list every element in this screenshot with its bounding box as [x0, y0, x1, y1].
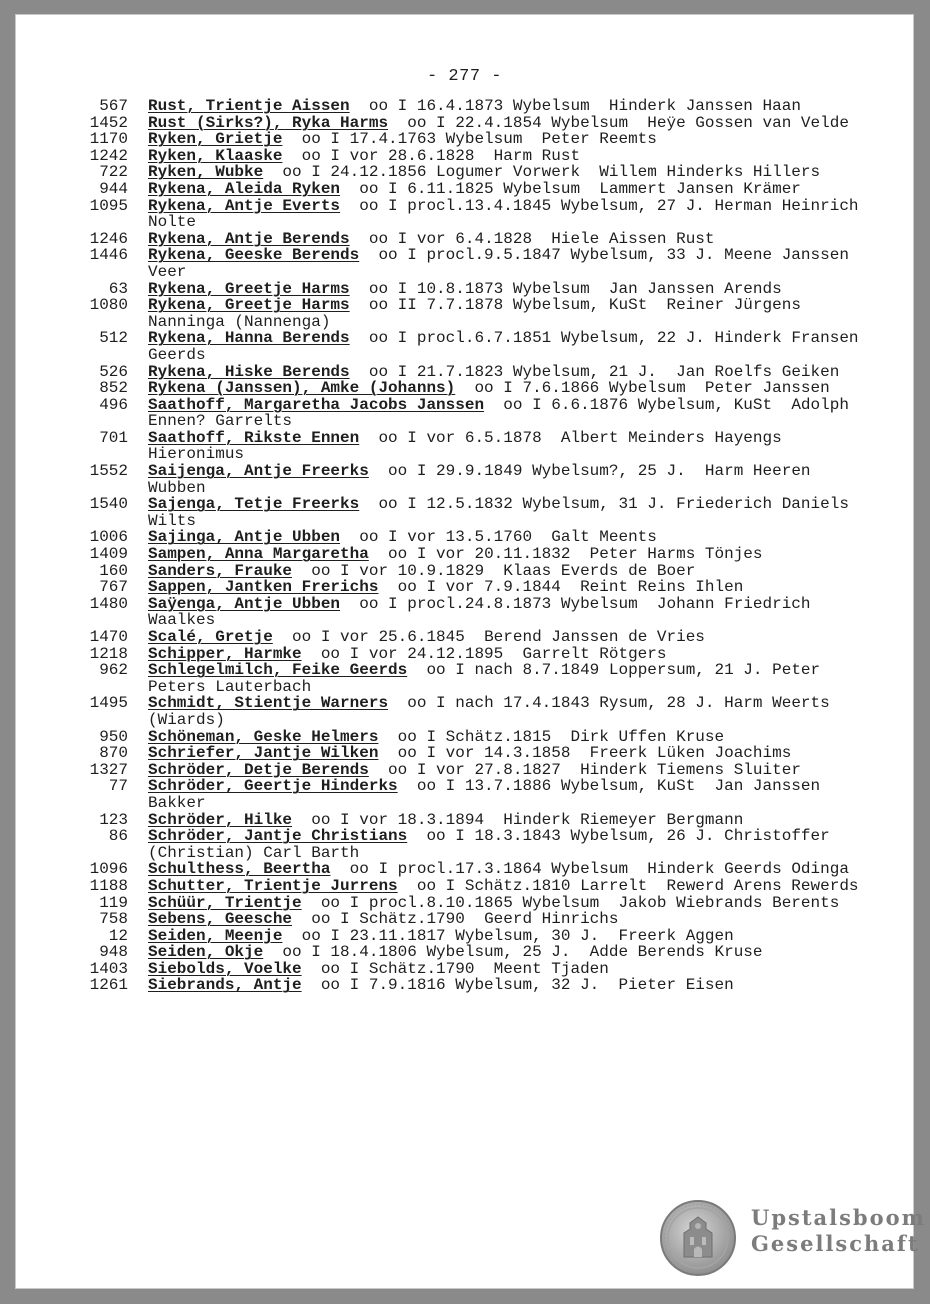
entry-number: 1261	[89, 976, 128, 995]
document-page	[15, 14, 926, 1289]
entry-body	[148, 98, 895, 115]
list-item	[15, 546, 895, 563]
entry-number: 12	[108, 926, 128, 945]
entry-name: Rykena, Antje Everts	[148, 196, 341, 215]
entry-body	[148, 164, 895, 181]
entry-name: Saÿenga, Antje Ubben	[148, 594, 341, 613]
entry-name: Rykena, Aleida Ryken	[148, 179, 341, 198]
list-item	[15, 928, 895, 945]
list-item	[15, 330, 895, 363]
entry-body	[148, 579, 895, 596]
list-item	[15, 778, 895, 811]
entry-number: 119	[99, 893, 128, 912]
entry-details: oo I 7.9.1816 Wybelsum, 32 J. Pieter Eisen	[320, 976, 734, 995]
entry-name: Schutter, Trientje Jurrens	[148, 876, 398, 895]
entry-name: Schriefer, Jantje Wilken	[148, 744, 379, 763]
entry-details: oo I vor 25.6.1845 Berend Janssen de Vries	[292, 628, 705, 646]
entry-details: oo I Schätz.1815 Dirk Uffen Kruse	[397, 727, 725, 746]
entry-details: oo I procl.17.3.1864 Wybelsum Hinderk Geerds Odinga	[349, 860, 849, 879]
entry-body	[148, 496, 895, 529]
entry-details: oo I vor 14.3.1858 Freerk Lüken Joachims	[397, 744, 792, 763]
entry-body	[148, 861, 895, 878]
entry-name: Siebrands, Antje	[148, 976, 302, 995]
list-item	[15, 164, 895, 181]
list-item	[15, 115, 895, 132]
entry-number: 1470	[89, 628, 128, 646]
entry-name: Schüür, Trientje	[148, 893, 302, 912]
entry-number: 1480	[89, 594, 128, 613]
entry-details: oo I Schätz.1790 Meent Tjaden	[320, 959, 609, 978]
entry-name: Sappen, Jantken Frerichs	[148, 578, 379, 597]
entry-number: 1495	[89, 694, 128, 713]
entry-name: Seiden, Meenje	[148, 926, 283, 945]
entry-details: oo II 7.7.1878 Wybelsum, KuSt Reiner Jürgens Nanninga (Nannenga)	[148, 296, 811, 331]
entry-number: 1403	[89, 959, 128, 978]
entry-name: Sebens, Geesche	[148, 910, 293, 929]
entry-name: Rykena, Hiske Berends	[148, 362, 350, 381]
entry-number: 1096	[89, 860, 128, 879]
list-item	[15, 231, 895, 248]
entry-details: oo I Schätz.1790 Geerd Hinrichs	[311, 910, 619, 929]
entry-number: 86	[108, 827, 128, 846]
entry-name: Ryken, Klaaske	[148, 146, 283, 165]
entry-details: oo I vor 27.8.1827 Hinderk Tiemens Sluiter	[388, 760, 801, 779]
seal-icon	[659, 1199, 737, 1277]
entry-number: 63	[108, 279, 128, 298]
entry-body	[148, 364, 895, 381]
entry-name: Siebolds, Voelke	[148, 959, 302, 978]
entry-body	[148, 247, 895, 280]
entry-details: oo I vor 13.5.1760 Galt Meents	[359, 528, 657, 547]
list-item	[15, 563, 895, 580]
entry-name: Rykena, Hanna Berends	[148, 329, 350, 348]
entry-body	[148, 762, 895, 779]
entry-body	[148, 563, 895, 580]
entry-details: oo I procl.24.8.1873 Wybelsum Johann Friedrich Waalkes	[148, 594, 821, 630]
list-item	[15, 98, 895, 115]
entry-number: 1218	[89, 644, 128, 663]
entry-number: 1095	[89, 196, 128, 215]
entry-body	[148, 778, 895, 811]
entry-details: oo I 6.6.1876 Wybelsum, KuSt Adolph Ennen? Garrelts	[148, 395, 859, 431]
list-item	[15, 181, 895, 198]
list-item	[15, 629, 895, 646]
list-item	[15, 762, 895, 779]
entry-name: Schlegelmilch, Feike Geerds	[148, 661, 408, 680]
entry-details: oo I 18.4.1806 Wybelsum, 25 J. Adde Berends Kruse	[282, 943, 763, 962]
entry-number: 1452	[89, 113, 128, 132]
entry-number: 1246	[89, 229, 128, 248]
society-logo	[659, 1199, 926, 1279]
list-item	[15, 397, 895, 430]
entry-details: oo I Schätz.1810 Larrelt Rewerd Arens Rewerds	[416, 876, 859, 895]
entry-body	[148, 430, 895, 463]
entry-name: Scalé, Gretje	[148, 628, 273, 646]
entry-name: Rykena, Greetje Harms	[148, 296, 350, 315]
entry-number: 870	[99, 744, 128, 763]
entry-number: 948	[99, 943, 128, 962]
entry-body	[148, 812, 895, 829]
list-item	[15, 148, 895, 165]
entry-number: 496	[99, 395, 128, 414]
entry-body	[148, 944, 895, 961]
entry-number: 512	[99, 329, 128, 348]
entry-body	[148, 911, 895, 928]
entry-number: 1409	[89, 545, 128, 564]
entry-number: 852	[99, 379, 128, 398]
entry-details: oo I 7.6.1866 Wybelsum Peter Janssen	[474, 379, 830, 398]
entry-details: oo I vor 6.4.1828 Hiele Aissen Rust	[368, 229, 715, 248]
entry-body	[148, 131, 895, 148]
list-item	[15, 529, 895, 546]
entry-name: Rykena, Antje Berends	[148, 229, 350, 248]
entry-list	[15, 98, 895, 994]
list-item	[15, 944, 895, 961]
list-item	[15, 878, 895, 895]
entry-body	[148, 828, 895, 861]
entry-body	[148, 596, 895, 629]
entry-name: Rykena, Greetje Harms	[148, 279, 350, 298]
entry-body	[148, 695, 895, 728]
entry-body	[148, 878, 895, 895]
entry-number: 160	[99, 561, 128, 580]
entry-details: oo I procl.8.10.1865 Wybelsum Jakob Wiebrands Berents	[320, 893, 840, 912]
entry-body	[148, 148, 895, 165]
list-item	[15, 579, 895, 596]
entry-name: Schulthess, Beertha	[148, 860, 331, 879]
entry-number: 1552	[89, 462, 128, 481]
entry-details: oo I 24.12.1856 Logumer Vorwerk Willem Hinderks Hillers	[282, 163, 821, 182]
entry-name: Rust (Sirks?), Ryka Harms	[148, 113, 389, 132]
entry-body	[148, 928, 895, 945]
entry-number: 1188	[89, 876, 128, 895]
entry-details: oo I nach 8.7.1849 Loppersum, 21 J. Peter Peters Lauterbach	[148, 661, 830, 696]
list-item	[15, 430, 895, 463]
entry-details: oo I vor 18.3.1894 Hinderk Riemeyer Bergmann	[311, 810, 744, 829]
entry-details: oo I 13.7.1886 Wybelsum, KuSt Jan Janssen Bakker	[148, 777, 830, 812]
entry-body	[148, 895, 895, 912]
entry-body	[148, 629, 895, 646]
entry-number: 701	[99, 428, 128, 447]
entry-number: 1170	[89, 130, 128, 149]
list-item	[15, 247, 895, 280]
list-item	[15, 977, 895, 994]
entry-body	[148, 397, 895, 430]
entry-name: Schöneman, Geske Helmers	[148, 727, 379, 746]
list-item	[15, 695, 895, 728]
entry-details: oo I procl.6.7.1851 Wybelsum, 22 J. Hinderk Fransen Geerds	[148, 329, 869, 364]
entry-body	[148, 380, 895, 397]
page-number: - 277 -	[427, 67, 502, 86]
entry-number: 962	[99, 661, 128, 680]
entry-body	[148, 977, 895, 994]
entry-body	[148, 198, 895, 231]
entry-name: Ryken, Wubke	[148, 163, 264, 182]
entry-number: 944	[99, 179, 128, 198]
entry-details: oo I 18.3.1843 Wybelsum, 26 J. Christoffer (Christian) Carl Barth	[148, 827, 840, 862]
entry-name: Sajinga, Antje Ubben	[148, 528, 341, 547]
list-item	[15, 745, 895, 762]
entry-number: 758	[99, 910, 128, 929]
entry-details: oo I vor 20.11.1832 Peter Harms Tönjes	[388, 545, 763, 564]
entry-body	[148, 745, 895, 762]
entry-details: oo I 21.7.1823 Wybelsum, 21 J. Jan Roelfs Geiken	[368, 362, 840, 381]
entry-body	[148, 662, 895, 695]
list-item	[15, 729, 895, 746]
list-item	[15, 198, 895, 231]
entry-details: oo I 23.11.1817 Wybelsum, 30 J. Freerk Aggen	[301, 926, 734, 945]
list-item	[15, 961, 895, 978]
entry-details: oo I vor 24.12.1895 Garrelt Rötgers	[320, 644, 667, 663]
list-item	[15, 662, 895, 695]
entry-name: Saathoff, Margaretha Jacobs Janssen	[148, 395, 485, 414]
entry-number: 1006	[89, 528, 128, 547]
entry-details: oo I 12.5.1832 Wybelsum, 31 J. Friederich Daniels Wilts	[148, 495, 859, 530]
entry-body	[148, 529, 895, 546]
entry-body	[148, 115, 895, 132]
entry-body	[148, 330, 895, 363]
entry-number: 123	[99, 810, 128, 829]
entry-number: 1446	[89, 246, 128, 265]
entry-details: oo I procl.9.5.1847 Wybelsum, 33 J. Meene Janssen Veer	[148, 246, 859, 281]
entry-body	[148, 546, 895, 563]
list-item	[15, 380, 895, 397]
entry-details: oo I vor 7.9.1844 Reint Reins Ihlen	[397, 578, 744, 597]
entry-number: 950	[99, 727, 128, 746]
list-item	[15, 812, 895, 829]
list-item	[15, 646, 895, 663]
logo-line-2: Gesellschaft	[751, 1231, 920, 1256]
entry-name: Schröder, Geertje Hinderks	[148, 777, 398, 796]
entry-name: Sampen, Anna Margaretha	[148, 545, 369, 564]
entry-number: 567	[99, 97, 128, 115]
entry-number: 526	[99, 362, 128, 381]
entry-name: Rykena (Janssen), Amke (Johanns)	[148, 379, 456, 398]
entry-name: Sajenga, Tetje Freerks	[148, 495, 360, 514]
list-item	[15, 496, 895, 529]
entry-details: oo I 6.11.1825 Wybelsum Lammert Jansen Krämer	[359, 179, 801, 198]
entry-body	[148, 646, 895, 663]
entry-number: 722	[99, 163, 128, 182]
list-item	[15, 281, 895, 298]
entry-details: oo I nach 17.4.1843 Rysum, 28 J. Harm Weerts (Wiards)	[148, 694, 840, 729]
entry-details: oo I 16.4.1873 Wybelsum Hinderk Janssen Haan	[368, 97, 801, 115]
entry-number: 1242	[89, 146, 128, 165]
entry-body	[148, 231, 895, 248]
list-item	[15, 895, 895, 912]
list-item	[15, 828, 895, 861]
entry-name: Schröder, Jantje Christians	[148, 827, 408, 846]
list-item	[15, 463, 895, 496]
entry-details: oo I 10.8.1873 Wybelsum Jan Janssen Arends	[368, 279, 782, 298]
entry-details: oo I 29.9.1849 Wybelsum?, 25 J. Harm Heeren Wubben	[148, 462, 821, 497]
entry-body	[148, 463, 895, 496]
entry-name: Schröder, Hilke	[148, 810, 293, 829]
entry-number: 77	[108, 777, 128, 796]
logo-line-1: Upstalsboom	[751, 1205, 926, 1230]
entry-name: Saijenga, Antje Freerks	[148, 462, 369, 481]
list-item	[15, 861, 895, 878]
entry-body	[148, 297, 895, 330]
entry-name: Seiden, Okje	[148, 943, 264, 962]
entry-details: oo I 22.4.1854 Wybelsum Heÿe Gossen van Velde	[407, 113, 849, 132]
entry-number: 767	[99, 578, 128, 597]
entry-body	[148, 961, 895, 978]
entry-name: Rykena, Geeske Berends	[148, 246, 360, 265]
entry-name: Schmidt, Stientje Warners	[148, 694, 389, 713]
entry-name: Ryken, Grietje	[148, 130, 283, 149]
entry-details: oo I vor 28.6.1828 Harm Rust	[301, 146, 581, 165]
entry-details: oo I vor 10.9.1829 Klaas Everds de Boer	[311, 561, 696, 580]
list-item	[15, 911, 895, 928]
entry-name: Sanders, Frauke	[148, 561, 293, 580]
entry-body	[148, 281, 895, 298]
entry-name: Rust, Trientje Aissen	[148, 97, 350, 115]
list-item	[15, 596, 895, 629]
list-item	[15, 131, 895, 148]
entry-name: Schröder, Detje Berends	[148, 760, 369, 779]
entry-name: Saathoff, Rikste Ennen	[148, 428, 360, 447]
list-item	[15, 297, 895, 330]
logo-wordmark	[751, 1205, 926, 1257]
entry-number: 1080	[89, 296, 128, 315]
entry-details: oo I 17.4.1763 Wybelsum Peter Reemts	[301, 130, 657, 149]
entry-number: 1540	[89, 495, 128, 514]
entry-details: oo I procl.13.4.1845 Wybelsum, 27 J. Herman Heinrich Nolte	[148, 196, 869, 232]
list-item	[15, 364, 895, 381]
entry-body	[148, 181, 895, 198]
entry-details: oo I vor 6.5.1878 Albert Meinders Hayengs Hieronimus	[148, 428, 792, 464]
entry-body	[148, 729, 895, 746]
entry-name: Schipper, Harmke	[148, 644, 302, 663]
entry-number: 1327	[89, 760, 128, 779]
